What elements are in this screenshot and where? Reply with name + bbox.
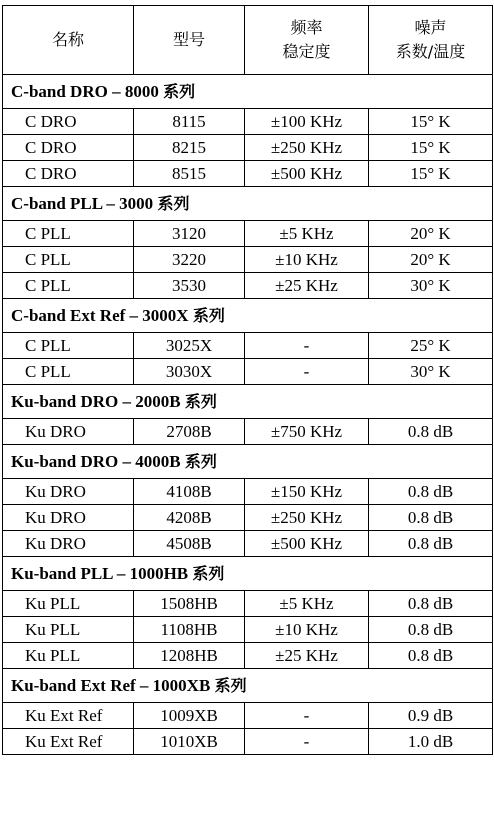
cell-name: Ku Ext Ref: [3, 729, 134, 755]
section-title: [3, 445, 493, 479]
cell-name: C PLL: [3, 273, 134, 299]
table-row: [3, 703, 493, 729]
cell-stability: ±10 KHz: [245, 247, 369, 273]
cell-model: 1208HB: [134, 643, 245, 669]
cell-model: 8215: [134, 135, 245, 161]
section-title: [3, 385, 493, 419]
cell-stability: ±750 KHz: [245, 419, 369, 445]
table-row: [3, 591, 493, 617]
cell-name: Ku PLL: [3, 591, 134, 617]
cell-stability: ±5 KHz: [245, 221, 369, 247]
table-row: [3, 479, 493, 505]
section-series-suffix: 系列: [157, 194, 190, 213]
section-title: [3, 557, 493, 591]
cell-stability: ±25 KHz: [245, 643, 369, 669]
cell-model: 3120: [134, 221, 245, 247]
cell-noise: 15° K: [369, 135, 493, 161]
cell-noise: 20° K: [369, 221, 493, 247]
cell-name: C PLL: [3, 247, 134, 273]
cell-model: 4208B: [134, 505, 245, 531]
cell-name: Ku DRO: [3, 479, 134, 505]
cell-noise: 30° K: [369, 359, 493, 385]
cell-stability: ±500 KHz: [245, 531, 369, 557]
cell-stability: -: [245, 333, 369, 359]
cell-stability: -: [245, 703, 369, 729]
cell-noise: 0.8 dB: [369, 505, 493, 531]
table-row: [3, 419, 493, 445]
section-series-suffix: 系列: [192, 564, 225, 583]
cell-noise: 30° K: [369, 273, 493, 299]
header-noise: 噪声 系数/温度: [369, 6, 493, 75]
cell-stability: ±500 KHz: [245, 161, 369, 187]
cell-name: C DRO: [3, 135, 134, 161]
cell-noise: 0.8 dB: [369, 591, 493, 617]
table-row: [3, 617, 493, 643]
cell-name: C DRO: [3, 161, 134, 187]
cell-stability: ±150 KHz: [245, 479, 369, 505]
cell-model: 1508HB: [134, 591, 245, 617]
cell-name: Ku PLL: [3, 617, 134, 643]
section-title-text: Ku-band DRO – 4000B: [11, 452, 181, 471]
cell-model: 4508B: [134, 531, 245, 557]
header-stability: 频率 稳定度: [245, 6, 369, 75]
table-row: [3, 221, 493, 247]
cell-noise: 0.8 dB: [369, 479, 493, 505]
table-header: [3, 6, 493, 75]
header-model: 型号: [134, 6, 245, 75]
cell-stability: ±100 KHz: [245, 109, 369, 135]
cell-model: 1009XB: [134, 703, 245, 729]
cell-model: 3030X: [134, 359, 245, 385]
cell-noise: 25° K: [369, 333, 493, 359]
section-series-suffix: 系列: [163, 82, 196, 101]
cell-noise: 20° K: [369, 247, 493, 273]
section-title: [3, 299, 493, 333]
section-header-row: [3, 75, 493, 109]
table-row: [3, 359, 493, 385]
section-title-text: C-band DRO – 8000: [11, 82, 159, 101]
section-header-row: [3, 557, 493, 591]
cell-stability: -: [245, 359, 369, 385]
table-row: [3, 273, 493, 299]
cell-name: Ku DRO: [3, 419, 134, 445]
section-title-text: Ku-band DRO – 2000B: [11, 392, 181, 411]
cell-noise: 0.8 dB: [369, 419, 493, 445]
cell-stability: ±10 KHz: [245, 617, 369, 643]
table-row: [3, 135, 493, 161]
section-title-text: Ku-band Ext Ref – 1000XB: [11, 676, 211, 695]
section-series-suffix: 系列: [184, 452, 217, 471]
product-spec-table: [2, 5, 493, 755]
cell-model: 3220: [134, 247, 245, 273]
section-series-suffix: 系列: [214, 676, 247, 695]
cell-noise: 1.0 dB: [369, 729, 493, 755]
cell-model: 4108B: [134, 479, 245, 505]
section-title: [3, 669, 493, 703]
section-title: [3, 187, 493, 221]
cell-model: 8115: [134, 109, 245, 135]
cell-name: C PLL: [3, 359, 134, 385]
header-name: 名称: [3, 6, 134, 75]
cell-model: 3025X: [134, 333, 245, 359]
section-series-suffix: 系列: [192, 306, 225, 325]
cell-stability: ±25 KHz: [245, 273, 369, 299]
cell-name: C PLL: [3, 333, 134, 359]
table-row: [3, 531, 493, 557]
cell-model: 3530: [134, 273, 245, 299]
table-row: [3, 643, 493, 669]
section-title-text: C-band PLL – 3000: [11, 194, 154, 213]
table-row: [3, 505, 493, 531]
cell-stability: ±250 KHz: [245, 135, 369, 161]
cell-noise: 0.8 dB: [369, 617, 493, 643]
cell-name: Ku DRO: [3, 505, 134, 531]
table-row: [3, 729, 493, 755]
cell-model: 1108HB: [134, 617, 245, 643]
section-title: [3, 75, 493, 109]
table-row: [3, 161, 493, 187]
cell-stability: ±250 KHz: [245, 505, 369, 531]
section-header-row: [3, 669, 493, 703]
section-title-text: Ku-band PLL – 1000HB: [11, 564, 189, 583]
cell-name: Ku DRO: [3, 531, 134, 557]
cell-stability: ±5 KHz: [245, 591, 369, 617]
cell-noise: 15° K: [369, 161, 493, 187]
section-header-row: [3, 445, 493, 479]
cell-name: C DRO: [3, 109, 134, 135]
section-header-row: [3, 299, 493, 333]
cell-model: 1010XB: [134, 729, 245, 755]
table-body: [3, 75, 493, 755]
cell-noise: 0.9 dB: [369, 703, 493, 729]
cell-noise: 0.8 dB: [369, 643, 493, 669]
cell-model: 2708B: [134, 419, 245, 445]
section-header-row: [3, 187, 493, 221]
table-row: [3, 333, 493, 359]
section-title-text: C-band Ext Ref – 3000X: [11, 306, 189, 325]
cell-noise: 15° K: [369, 109, 493, 135]
table-row: [3, 109, 493, 135]
cell-name: Ku Ext Ref: [3, 703, 134, 729]
cell-name: Ku PLL: [3, 643, 134, 669]
cell-stability: -: [245, 729, 369, 755]
table-row: [3, 247, 493, 273]
section-header-row: [3, 385, 493, 419]
cell-noise: 0.8 dB: [369, 531, 493, 557]
section-series-suffix: 系列: [184, 392, 217, 411]
cell-model: 8515: [134, 161, 245, 187]
cell-name: C PLL: [3, 221, 134, 247]
